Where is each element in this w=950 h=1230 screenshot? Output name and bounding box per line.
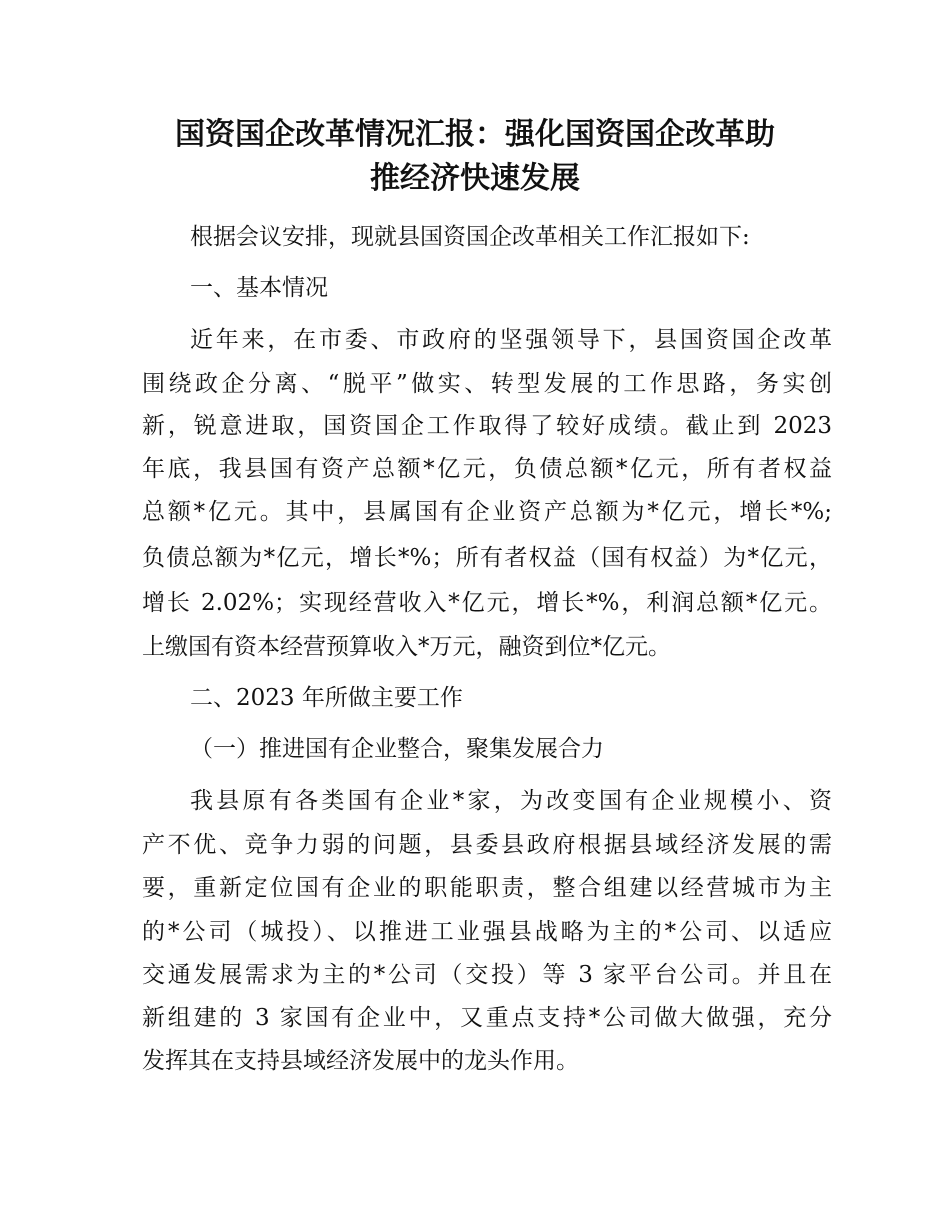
section-2-line: 我县原有各类国有企业*家，为改变国有企业规模小、资: [190, 788, 832, 814]
section-2-line: 要，重新定位国有企业的职能职责，整合组建以经营城市为主: [142, 875, 832, 901]
section-1-line: 上缴国有资本经营预算收入*万元，融资到位*亿元。: [142, 634, 671, 660]
section-1-line: 近年来，在市委、市政府的坚强领导下，县国资国企改革: [190, 327, 832, 353]
section-2-line: 发挥其在支持县域经济发展中的龙头作用。: [142, 1048, 579, 1074]
section-1-line: 围绕政企分离、“脱平”做实、转型发展的工作思路，务实创: [142, 371, 832, 397]
section-1-line: 新，锐意进取，国资国企工作取得了较好成绩。截止到 2023: [142, 413, 832, 439]
section-1-line: 年底，我县国有资产总额*亿元，负债总额*亿元，所有者权益: [142, 456, 832, 482]
section-1-line: 增长 2.02%；实现经营收入*亿元，增长*%，利润总额*亿元。: [142, 590, 832, 616]
intro-paragraph: 根据会议安排，现就县国资国企改革相关工作汇报如下:: [190, 224, 750, 250]
section-1-heading: 一、基本情况: [190, 275, 328, 301]
document-title-line-1: 国资国企改革情况汇报：强化国资国企改革助: [175, 117, 775, 152]
section-2-line: 新组建的 3 家国有企业中，又重点支持*公司做大做强，充分: [142, 1005, 832, 1031]
section-1-line: 总额*亿元。其中，县属国有企业资产总额为*亿元，增长*%;: [142, 499, 832, 525]
section-2-subheading: （一）推进国有企业整合，聚集发展合力: [190, 736, 604, 762]
section-1-line: 负债总额为*亿元，增长*%；所有者权益（国有权益）为*亿元，: [142, 545, 832, 571]
section-2-line: 的*公司（城投）、以推进工业强县战略为主的*公司、以适应: [142, 919, 832, 945]
section-2-heading: 二、2023 年所做主要工作: [190, 685, 463, 711]
document-title-line-2: 推经济快速发展: [370, 161, 580, 196]
section-2-line: 交通发展需求为主的*公司（交投）等 3 家平台公司。并且在: [142, 962, 832, 988]
section-2-line: 产不优、竞争力弱的问题，县委县政府根据县域经济发展的需: [142, 832, 832, 858]
